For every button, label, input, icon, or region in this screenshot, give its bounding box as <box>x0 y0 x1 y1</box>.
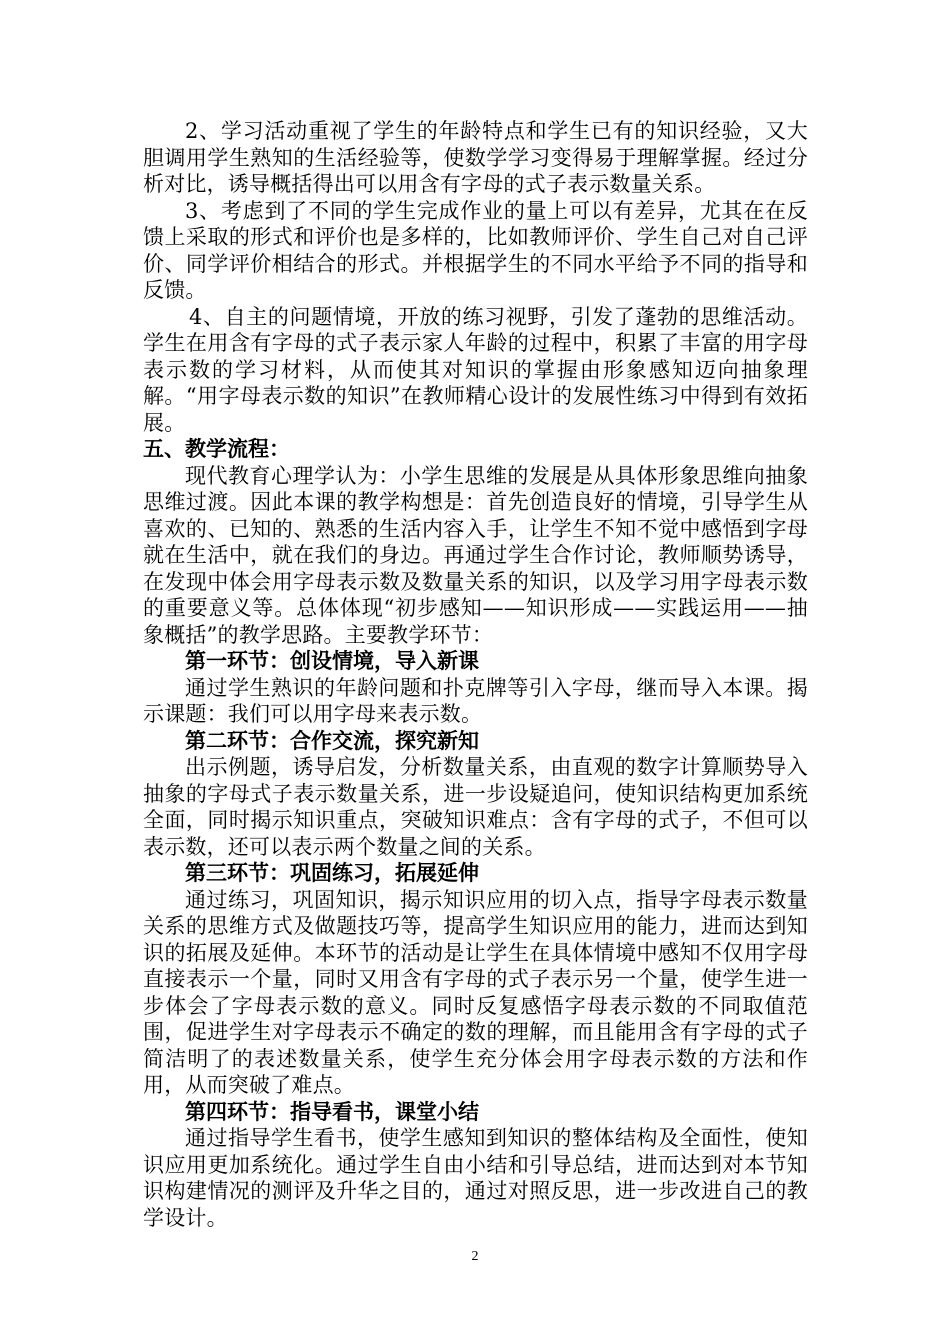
stage-1-title: 第一环节：创设情境，导入新课 <box>185 649 479 673</box>
paragraph-point-3: 3、考虑到了不同的学生完成作业的量上可以有差异，尤其在在反馈上采取的形式和评价也是多样的，比如教师评价、学生自己对自己评价、同学评价相结合的形式。并根据学生的不同水平给予不同的指导和反馈。 <box>143 198 808 302</box>
section-intro-paragraph: 现代教育心理学认为：小学生思维的发展是从具体形象思维向抽象思维过渡。因此本课的教学构想是：首先创造良好的情境，引导学生从喜欢的、已知的、熟悉的生活内容入手，让学生不知不觉中感悟到字母就在生活中，就在我们的身边。再通过学生合作讨论，教师顺势诱导，在发现中体会用字母表示数及数量关系的知识，以及学习用字母表示数的重要意义等。总体体现“初步感知——知识形成——实践运用——抽象概括”的教学思路。主要教学环节： <box>143 463 808 647</box>
stage-2-title: 第二环节：合作交流，探究新知 <box>185 728 479 753</box>
stage-2-body: 出示例题，诱导启发，分析数量关系，由直观的数字计算顺势导入抽象的字母式子表示数量关系，进一步设疑追问，使知识结构更加系统全面，同时揭示知识重点，突破知识难点：含有字母的式子，不但可以表示数，还可以表示两个数量之间的关系。 <box>143 755 808 859</box>
document-page-body <box>143 118 808 1231</box>
page-number: 2 <box>471 1249 479 1264</box>
paragraph-point-2: 2、学习活动重视了学生的年龄特点和学生已有的知识经验，又大胆调用学生熟知的生活经验等，使数学学习变得易于理解掌握。经过分析对比，诱导概括得出可以用含有字母的式子表示数量关系。 <box>143 119 808 196</box>
stage-3-body: 通过练习，巩固知识，揭示知识应用的切入点，指导字母表示数量关系的思维方式及做题技巧等，提高学生知识应用的能力，进而达到知识的拓展及延伸。本环节的活动是让学生在具体情境中感知不仅用字母直接表示一个量，同时又用含有字母的式子表示另一个量，使学生进一步体会了字母表示数的意义。同时反复感悟字母表示数的不同取值范围，促进学生对字母表示不确定的数的理解，而且能用含有字母的式子简洁明了的表述数量关系，使学生充分体会用字母表示数的方法和作用，从而突破了难点。 <box>143 887 808 1097</box>
stage-4-body: 通过指导学生看书，使学生感知到知识的整体结构及全面性，使知识应用更加系统化。通过学生自由小结和引导总结，进而达到对本节知识构建情况的测评及升华之目的，通过对照反思，进一步改进自己的教学设计。 <box>143 1126 808 1230</box>
paragraph-point-4: 4、自主的问题情境，开放的练习视野，引发了蓬勃的思维活动。学生在用含有字母的式子表示家人年龄的过程中，积累了丰富的用字母表示数的学习材料，从而使其对知识的掌握由形象感知迈向抽象理解。“用字母表示数的知识”在教师精心设计的发展性练习中得到有效拓展。 <box>143 304 808 435</box>
section-heading: 五、教学流程： <box>143 437 290 461</box>
stage-3-title: 第三环节：巩固练习，拓展延伸 <box>185 861 479 885</box>
stage-1-body: 通过学生熟识的年龄问题和扑克牌等引入字母，继而导入本课。揭示课题：我们可以用字母来表示数。 <box>143 675 808 726</box>
stage-4-title: 第四环节：指导看书，课堂小结 <box>185 1099 479 1124</box>
